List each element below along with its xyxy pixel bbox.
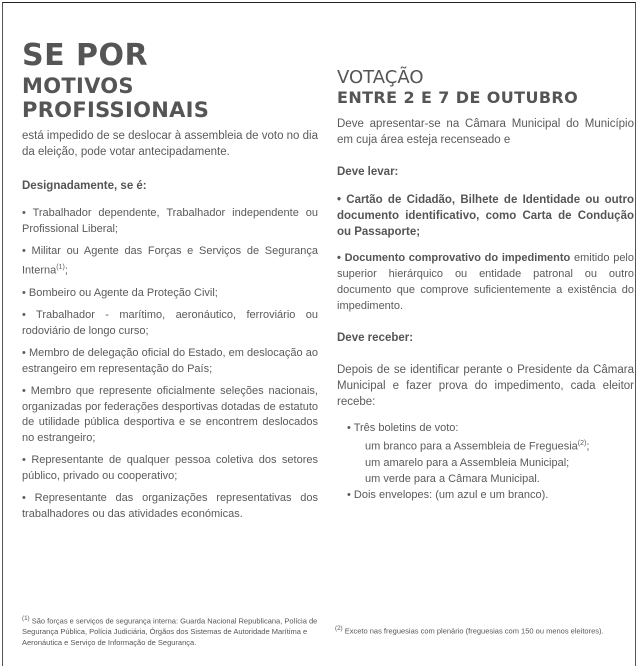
- levar-item-id: • Cartão de Cidadão, Bilhete de Identidade ou outro documento identificativo, como Carta de Condução ou Passaporte;: [337, 194, 634, 238]
- list-item: • Representante das organizações representativas dos trabalhadores ou das atividades económicas.: [22, 492, 318, 520]
- list-item: • Militar ou Agente das Forças e Serviços de Segurança Interna$^{(1)}$;: [22, 245, 318, 277]
- deve-levar-heading: Deve levar:: [337, 166, 399, 178]
- footnote-ref: (2): [577, 440, 587, 447]
- levar-item-proof: • Documento comprovativo do impedimento emitido pelo superior hierárquico ou entidade patronal ou outro documento que comprove suficientemente a existência do impedimento.: [337, 252, 634, 312]
- list-item: • Membro que represente oficialmente seleções nacionais, organizadas por federações desportivas dotadas de estatuto de utilidade pública desportiva e se encontrem deslocados no estrangeiro;: [22, 385, 318, 444]
- list-item: • Três boletins de voto:: [347, 422, 459, 434]
- list-subitem: um amarelo para a Assembleia Municipal;: [365, 456, 570, 469]
- voting-intro: Deve apresentar-se na Câmara Municipal do Município em cuja área esteja recenseado e: [337, 118, 634, 146]
- footnote-text: São forças e serviços de segurança interna: Guarda Nacional Republicana, Polícia de Segurança Pública, Polícia Judiciária, Órgãos dos Sistemas de Autoridade Marítima e Aeronáutica e Serviço de Informação de Segurança.: [22, 616, 318, 647]
- footnote-ref: (1): [56, 263, 65, 271]
- list-item: • Representante de qualquer pessoa coletiva dos setores público, privado ou cooperativo;: [22, 454, 318, 482]
- left-column: [22, 40, 318, 529]
- section-heading: Designadamente, se é:: [22, 180, 147, 192]
- lead-paragraph: está impedido de se deslocar à assembleia de voto no dia da eleição, pode votar antecipadamente.: [22, 130, 318, 158]
- receber-text: Depois de se identificar perante o Presidente da Câmara Municipal e fazer prova do impedimento, cada eleitor recebe:: [337, 364, 634, 408]
- right-column: [337, 68, 634, 503]
- list-subitem: um branco para a Assembleia de Freguesia$^{(2)}$;: [365, 440, 590, 453]
- eligibility-list: [22, 206, 318, 522]
- ballot-list: [347, 420, 634, 503]
- list-item: • Trabalhador - marítimo, aeronáutico, ferroviário ou rodoviário de longo curso;: [22, 309, 318, 337]
- voting-title: VOTAÇÃO: [337, 67, 424, 88]
- list-item: • Dois envelopes: (um azul e um branco).: [347, 488, 549, 501]
- footnote-marker: (2): [335, 625, 343, 632]
- footnote-2: [335, 624, 625, 637]
- page-title: SE POR: [22, 38, 149, 73]
- footnote-1: [22, 614, 322, 648]
- voting-dates: ENTRE 2 E 7 DE OUTUBRO: [337, 88, 579, 107]
- list-item: • Bombeiro ou Agente da Proteção Civil;: [22, 286, 218, 299]
- list-item: • Trabalhador dependente, Trabalhador independente ou Profissional Liberal;: [22, 207, 318, 235]
- list-subitem: um verde para a Câmara Municipal.: [365, 472, 540, 485]
- page-subtitle: MOTIVOS PROFISSIONAIS: [22, 74, 210, 122]
- deve-receber-heading: Deve receber:: [337, 332, 414, 344]
- list-item: • Membro de delegação oficial do Estado, em deslocação ao estrangeiro em representação do País;: [22, 347, 318, 375]
- footnote-text: Exceto nas freguesias com plenário (freguesias com 150 ou menos eleitores).: [342, 626, 604, 636]
- footnote-marker: (1): [22, 615, 30, 622]
